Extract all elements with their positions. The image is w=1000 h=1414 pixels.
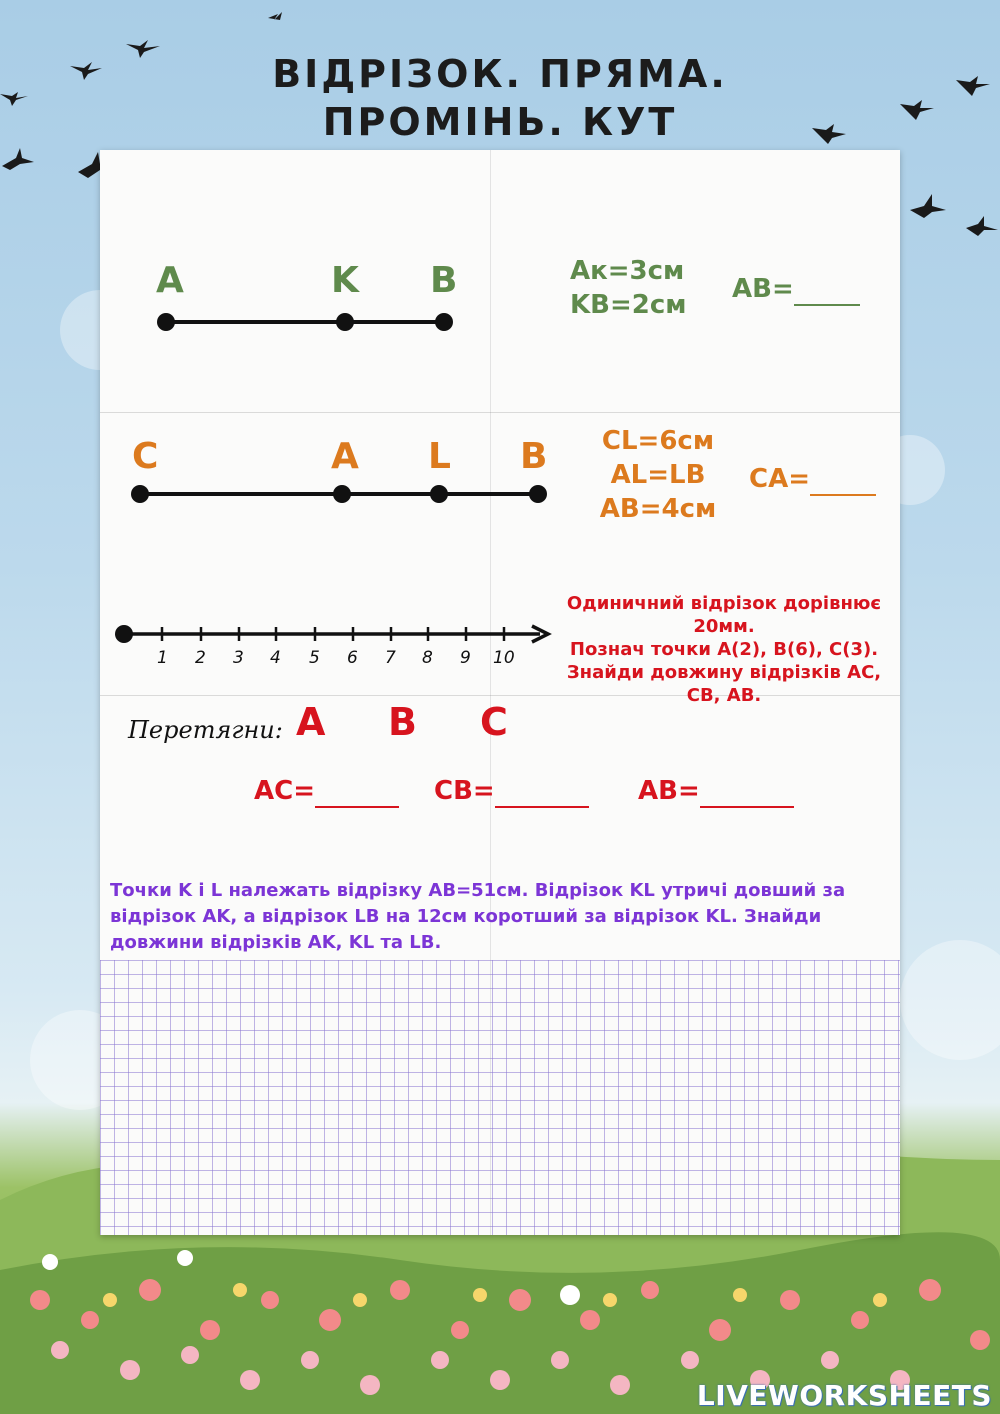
tick-label: 5 — [309, 648, 320, 668]
point-b-label: B — [430, 260, 458, 301]
segment-akb — [157, 313, 453, 331]
task2-given — [598, 424, 718, 526]
given-ak: Ак=3см — [570, 256, 685, 286]
point-k-label: K — [331, 260, 359, 301]
answer-ab-input[interactable] — [794, 280, 860, 306]
tick-label: 1 — [157, 648, 168, 668]
point-b-dot — [435, 313, 453, 331]
tick-label: 7 — [385, 648, 396, 668]
grid-answer-area[interactable] — [100, 960, 900, 1235]
number-ray — [115, 625, 548, 643]
page-title — [0, 50, 1000, 146]
tick-label: 3 — [233, 648, 244, 668]
tick-label: 2 — [195, 648, 206, 668]
task3-answer-cb — [434, 774, 589, 808]
answer-cb-input[interactable] — [495, 782, 589, 808]
task4-text-line: довжини відрізків AK, KL та LB. — [110, 932, 442, 953]
point-k-dot — [336, 313, 354, 331]
task3-answer-ac — [254, 774, 399, 808]
segment-calb — [131, 485, 547, 503]
task3-text-line: Одиничний відрізок дорівнює — [566, 593, 882, 614]
answer-ab-label: AB= — [732, 274, 794, 304]
given-ab: AB=4см — [599, 494, 717, 524]
draggable-point-a[interactable]: A — [296, 700, 326, 744]
point-a-label: A — [331, 436, 359, 477]
origin-dot — [115, 625, 133, 643]
draggable-point-b[interactable]: B — [388, 700, 417, 744]
given-kb: KB=2см — [570, 290, 687, 320]
tick-label: 10 — [493, 648, 515, 668]
task4-text-line: Точки K і L належать відрізку AB=51см. Відрізок KL утричі довший за — [110, 880, 846, 901]
given-al-lb: AL=LB — [610, 460, 706, 490]
point-b-dot — [529, 485, 547, 503]
point-c-label: C — [132, 436, 159, 477]
tick-label: 8 — [422, 648, 433, 668]
tick-label: 4 — [270, 648, 281, 668]
page-title-line1: ВІДРІЗОК. ПРЯМА. — [272, 52, 728, 96]
answer-ac-label: AC= — [254, 776, 315, 806]
answer-ca-input[interactable] — [810, 470, 876, 496]
tick-label: 9 — [460, 648, 471, 668]
point-a-dot — [333, 485, 351, 503]
given-cl: CL=6см — [601, 426, 715, 456]
task4-text-line: відрізок AK, а відрізок LB на 12см коротший за відрізок KL. Знайди — [110, 906, 822, 927]
answer-ab-input[interactable] — [700, 782, 794, 808]
task3-text-line: Знайди довжину відрізків AC, — [566, 662, 882, 683]
point-a-label: A — [156, 260, 184, 301]
task3-text-line: Познач точки A(2), B(6), C(3). — [569, 639, 879, 660]
draggable-point-c[interactable]: C — [480, 700, 508, 744]
answer-ca-label: CA= — [749, 464, 810, 494]
liveworksheets-logo[interactable]: LIVEWORKSHEETS — [696, 1379, 992, 1412]
page-title-line2: ПРОМІНЬ. КУТ — [322, 100, 678, 144]
answer-cb-label: CB= — [434, 776, 495, 806]
answer-ab-label: AB= — [638, 776, 700, 806]
tick-label: 6 — [347, 648, 358, 668]
task2-answer — [749, 462, 876, 496]
worksheet-paper — [100, 150, 900, 1235]
task3-text-line: CB, AB. — [686, 685, 762, 706]
task3-text — [554, 592, 894, 707]
point-l-dot — [430, 485, 448, 503]
point-c-dot — [131, 485, 149, 503]
point-l-label: L — [428, 436, 451, 477]
task1-given — [570, 254, 687, 322]
drag-prompt: Перетягни: — [128, 716, 283, 744]
task3-text-line: 20мм. — [693, 616, 755, 637]
task3-answer-ab — [638, 774, 794, 808]
point-a-dot — [157, 313, 175, 331]
point-b-label: B — [520, 436, 548, 477]
task1-answer — [732, 272, 860, 306]
task4-text — [110, 878, 890, 956]
answer-ac-input[interactable] — [315, 782, 399, 808]
